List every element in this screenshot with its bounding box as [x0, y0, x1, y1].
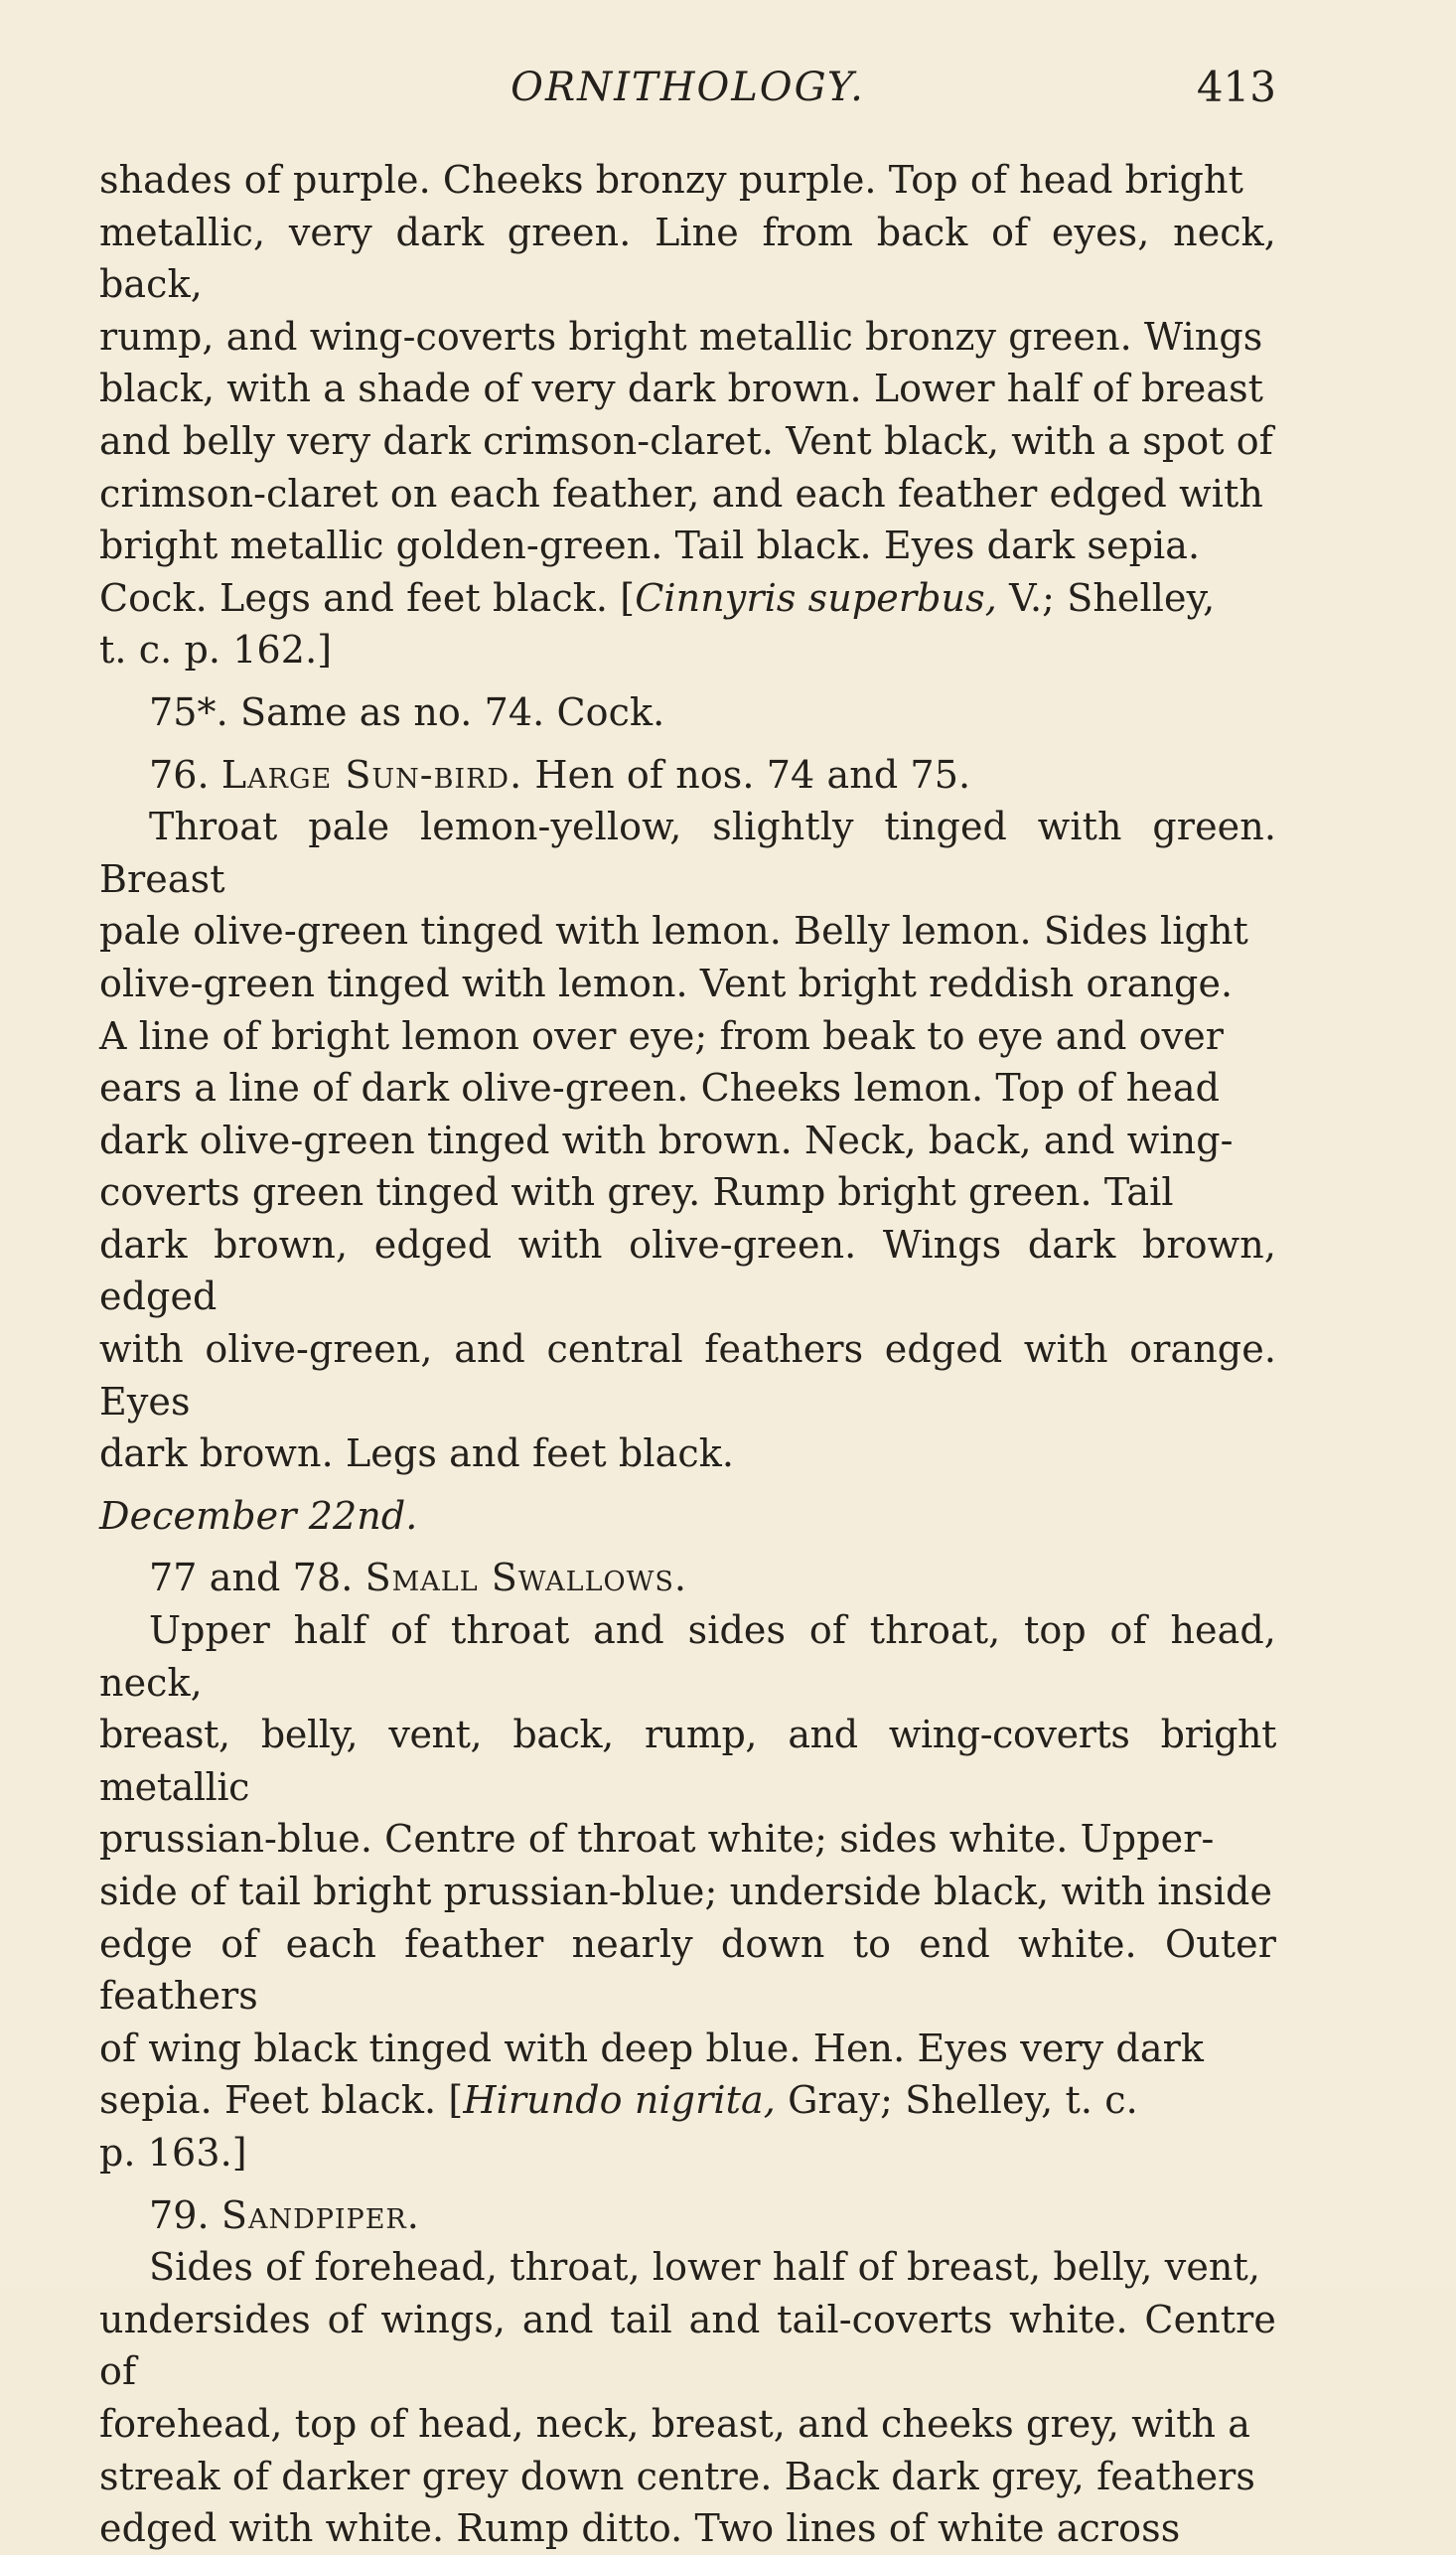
entry-number: 77 and 78. — [149, 1556, 354, 1600]
text-line: p. 163.] — [99, 2130, 247, 2175]
species-name: Hirundo nigrita, — [463, 2078, 776, 2123]
text-line: streak of darker grey down centre. Back dark grey, feathers — [99, 2454, 1256, 2498]
entry-79-heading — [99, 2189, 1276, 2242]
text-line: crimson-claret on each feather, and each feather edged with — [99, 471, 1263, 516]
text-line: shades of purple. Cheeks bronzy purple. Top of head bright — [99, 158, 1243, 202]
entry-74-continuation — [99, 154, 1276, 676]
text-line: metallic, very dark green. Line from back of eyes, neck, back, — [99, 210, 1276, 307]
text-line: undersides of wings, and tail and tail-coverts white. Centre of — [99, 2297, 1276, 2394]
date-heading: December 22nd. — [99, 1493, 418, 1538]
text-line: with olive-green, and central feathers edged with orange. Eyes — [99, 1327, 1276, 1424]
text-line: coverts green tinged with grey. Rump bright green. Tail — [99, 1170, 1174, 1215]
text-line: side of tail bright prussian-blue; underside black, with inside — [99, 1870, 1273, 1913]
text-line: ears a line of dark olive-green. Cheeks lemon. Top of head — [99, 1066, 1221, 1111]
text-line: forehead, top of head, neck, breast, and cheeks grey, with a — [99, 2401, 1250, 2446]
page-header — [99, 60, 1276, 115]
species-name: Cinnyris superbus, — [635, 575, 997, 620]
text-column — [99, 154, 1276, 2555]
text-line: and belly very dark crimson-claret. Vent black, with a spot of — [99, 418, 1273, 463]
entry-title: Sandpiper. — [220, 2192, 420, 2237]
text-line: pale olive-green tinged with lemon. Belly lemon. Sides light — [99, 909, 1248, 954]
text-line: t. c. p. 162.] — [99, 628, 333, 673]
text-line-suffix: Gray; Shelley, t. c. — [775, 2078, 1138, 2123]
text-line: rump, and wing-coverts bright metallic bronzy green. Wings — [99, 314, 1263, 359]
text-line: black, with a shade of very dark brown. Lower half of breast — [99, 367, 1264, 411]
entry-77-78-body — [99, 1604, 1276, 2179]
text-line: edged with white. Rump ditto. Two lines of white across — [99, 2506, 1181, 2551]
entry-title: Small Swallows. — [364, 1556, 687, 1600]
text-line: of wing black tinged with deep blue. Hen. Eyes very dark — [99, 2026, 1204, 2070]
page-number: 413 — [1196, 63, 1276, 111]
entry-79-body — [99, 2241, 1276, 2555]
entry-number: 79. — [149, 2192, 210, 2237]
entry-75: 75*. Same as no. 74. Cock. — [149, 689, 665, 734]
text-line: Throat pale lemon-yellow, slightly tinged with green. Breast — [99, 805, 1276, 901]
entry-77-78-heading — [99, 1552, 1276, 1604]
text-line: Upper half of throat and sides of throat, top of head, neck, — [99, 1608, 1276, 1705]
entry-title: Large Sun-bird. — [220, 752, 523, 797]
text-line-suffix: V.; Shelley, — [996, 575, 1216, 620]
text-line: dark brown. Legs and feet black. — [99, 1431, 735, 1476]
text-line: A line of bright lemon over eye; from beak to eye and over — [99, 1013, 1225, 1058]
text-line-prefix: sepia. Feet black. [ — [99, 2078, 464, 2123]
entry-76-body — [99, 801, 1276, 1480]
text-line: breast, belly, vent, back, rump, and wing-coverts bright metallic — [99, 1713, 1276, 1809]
text-line: prussian-blue. Centre of throat white; sides white. Upper- — [99, 1817, 1215, 1862]
text-line: dark brown, edged with olive-green. Wings dark brown, edged — [99, 1222, 1276, 1319]
text-line: olive-green tinged with lemon. Vent bright reddish orange. — [99, 961, 1234, 1005]
text-line: edge of each feather nearly down to end white. Outer feathers — [99, 1921, 1276, 2019]
text-line: dark olive-green tinged with brown. Neck, back, and wing- — [99, 1118, 1234, 1162]
text-line: Sides of forehead, throat, lower half of breast, belly, vent, — [149, 2245, 1261, 2290]
text-line-prefix: Cock. Legs and feet black. [ — [99, 575, 636, 620]
entry-subtitle: Hen of nos. 74 and 75. — [534, 752, 971, 797]
entry-number: 76. — [149, 752, 210, 797]
running-head: ORNITHOLOGY. — [510, 65, 865, 110]
text-line: bright metallic golden-green. Tail black. Eyes dark sepia. — [99, 524, 1201, 568]
entry-76-heading — [99, 749, 1276, 802]
